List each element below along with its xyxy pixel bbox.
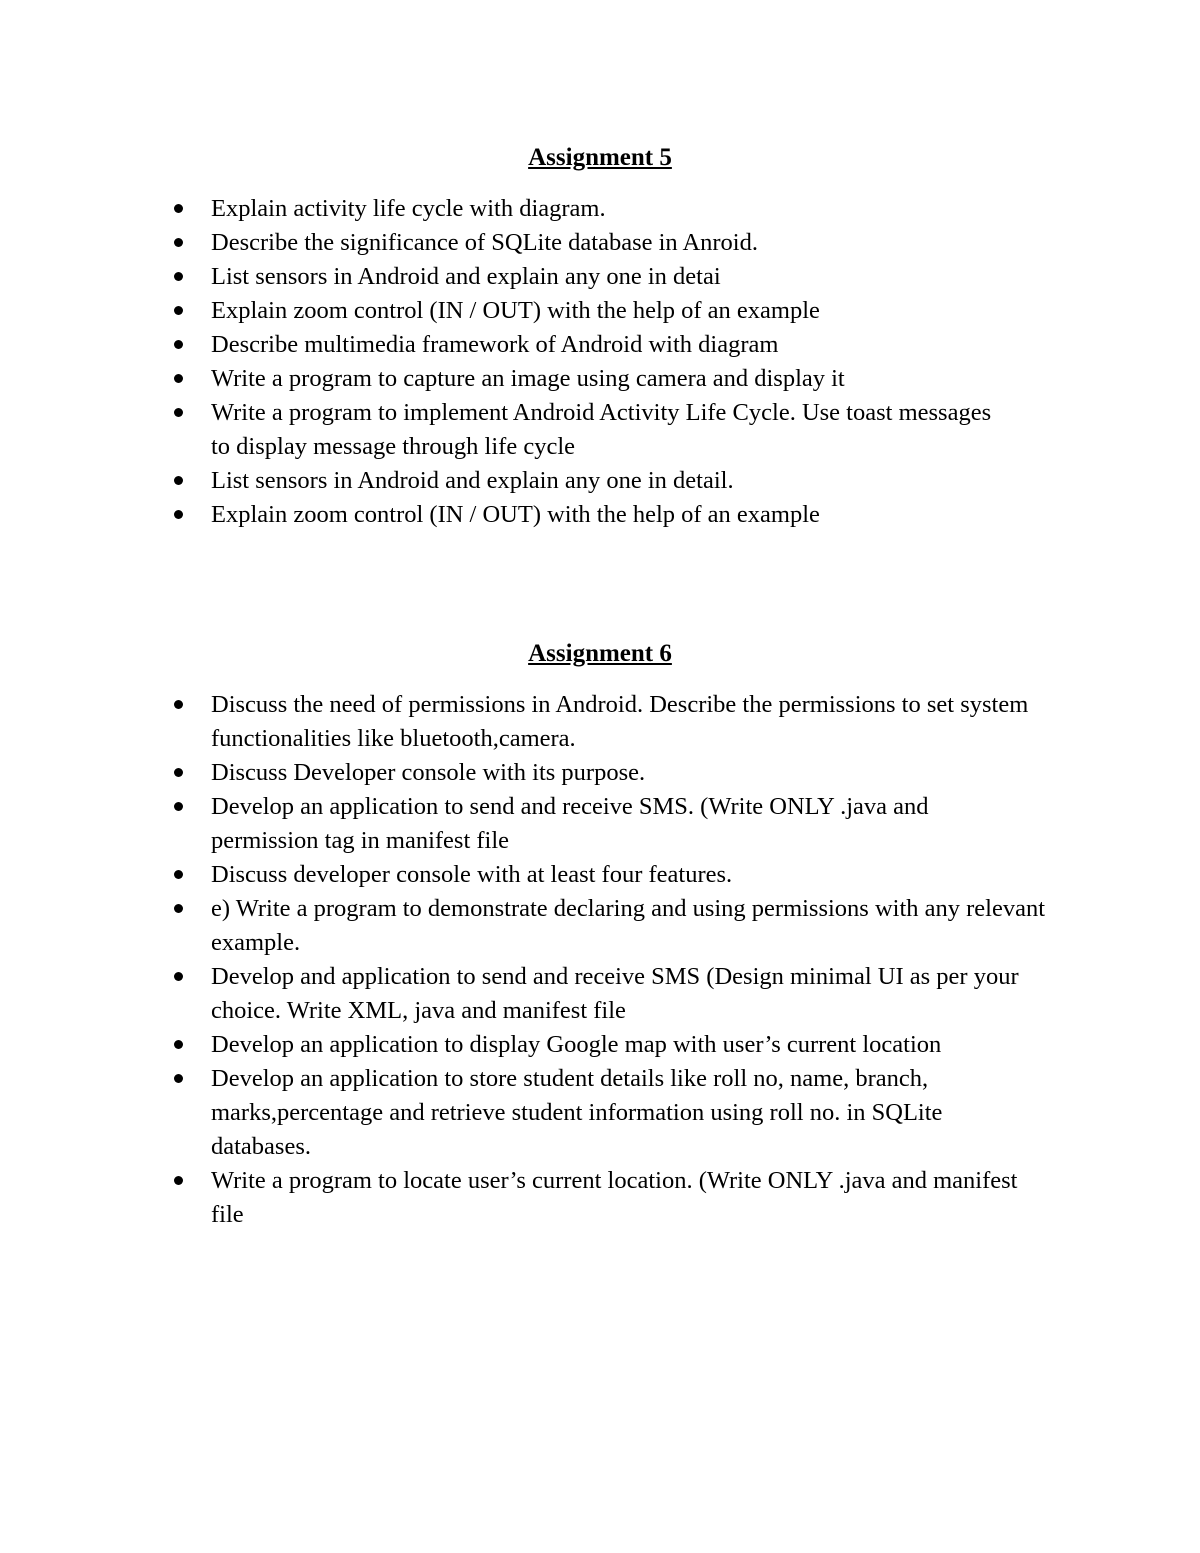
list-item-text: Discuss Developer console with its purpose. xyxy=(211,759,646,786)
assignment-6-list xyxy=(170,688,1070,1232)
list-item xyxy=(170,498,1070,532)
list-item-text: Discuss the need of permissions in Android. Describe the permissions to set system functionalities like bluetooth,camera. xyxy=(211,691,1029,752)
bullet-icon xyxy=(174,510,183,519)
list-item xyxy=(170,756,1070,790)
list-item xyxy=(170,688,1070,756)
list-item-text: Explain activity life cycle with diagram. xyxy=(211,195,606,222)
bullet-icon xyxy=(174,802,183,811)
list-item-text: Write a program to implement Android Activity Life Cycle. Use toast messages to display message through life cycle xyxy=(211,399,992,460)
list-item-text: Describe multimedia framework of Android with diagram xyxy=(211,331,779,358)
list-item-text: List sensors in Android and explain any one in detai xyxy=(211,263,721,290)
list-item xyxy=(170,790,1070,858)
list-item xyxy=(170,294,1070,328)
list-item-text: Write a program to locate user’s current location. (Write ONLY .java and manifest file xyxy=(211,1167,1018,1228)
list-item xyxy=(170,1164,1070,1232)
list-item-text: List sensors in Android and explain any one in detail. xyxy=(211,467,734,494)
list-item xyxy=(170,260,1070,294)
list-item-text: Discuss developer console with at least four features. xyxy=(211,861,733,888)
assignment-5-section xyxy=(170,141,1070,532)
list-item-text: Develop an application to send and receive SMS. (Write ONLY .java and permission tag in manifest file xyxy=(211,793,929,854)
assignment-5-list xyxy=(170,192,1070,532)
list-item xyxy=(170,396,1070,464)
list-item-text: Describe the significance of SQLite database in Anroid. xyxy=(211,229,758,256)
list-item xyxy=(170,1062,1070,1164)
assignment-6-section xyxy=(170,637,1070,1232)
list-item xyxy=(170,464,1070,498)
bullet-icon xyxy=(174,272,183,281)
bullet-icon xyxy=(174,972,183,981)
assignment-6-title: Assignment 6 xyxy=(528,640,672,667)
bullet-icon xyxy=(174,340,183,349)
bullet-icon xyxy=(174,476,183,485)
bullet-icon xyxy=(174,700,183,709)
list-item-text: Develop an application to store student details like roll no, name, branch, marks,percentage and retrieve student information using roll no. in SQLite databases. xyxy=(211,1065,943,1160)
list-item xyxy=(170,192,1070,226)
list-item xyxy=(170,960,1070,1028)
list-item xyxy=(170,362,1070,396)
bullet-icon xyxy=(174,408,183,417)
list-item xyxy=(170,226,1070,260)
bullet-icon xyxy=(174,374,183,383)
bullet-icon xyxy=(174,904,183,913)
bullet-icon xyxy=(174,870,183,879)
bullet-icon xyxy=(174,204,183,213)
list-item xyxy=(170,858,1070,892)
bullet-icon xyxy=(174,1074,183,1083)
bullet-icon xyxy=(174,768,183,777)
list-item-text: Explain zoom control (IN / OUT) with the help of an example xyxy=(211,297,820,324)
list-item xyxy=(170,892,1070,960)
bullet-icon xyxy=(174,1176,183,1185)
list-item xyxy=(170,328,1070,362)
bullet-icon xyxy=(174,306,183,315)
list-item-text: Explain zoom control (IN / OUT) with the help of an example xyxy=(211,501,820,528)
list-item-text: Write a program to capture an image using camera and display it xyxy=(211,365,845,392)
list-item-text: e) Write a program to demonstrate declaring and using permissions with any relevant example. xyxy=(211,895,1046,956)
bullet-icon xyxy=(174,1040,183,1049)
list-item-text: Develop and application to send and receive SMS (Design minimal UI as per your choice. Write XML, java and manifest file xyxy=(211,963,1019,1024)
list-item xyxy=(170,1028,1070,1062)
list-item-text: Develop an application to display Google map with user’s current location xyxy=(211,1031,942,1058)
assignment-5-title: Assignment 5 xyxy=(528,144,672,171)
bullet-icon xyxy=(174,238,183,247)
